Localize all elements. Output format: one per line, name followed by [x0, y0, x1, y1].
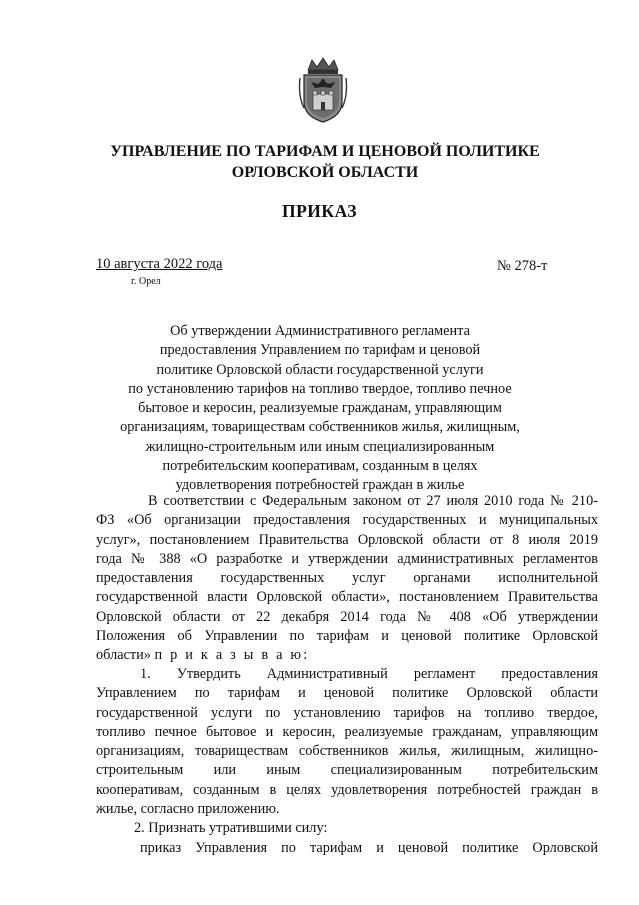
subject-line: политике Орловской области государственной услуги — [156, 361, 484, 378]
preamble-line: года № 388 «О разработке и утверждении административных регламентов — [96, 550, 598, 567]
item1-line: организациям, товариществам собственников жилья, жилищным, жилищно- — [96, 743, 598, 760]
preamble-line: Положения об Управлении по тарифам и ценовой политике Орловской — [96, 628, 598, 645]
item1-line: строительным или иным специализированным потребительским — [96, 762, 598, 779]
order-items — [96, 665, 598, 858]
preamble-line: области» — [96, 647, 151, 664]
subject-line: Об утверждении Административного регламента — [170, 323, 470, 339]
item2-line: 2. Признать утратившими силу: — [134, 820, 328, 837]
document-number: № 278-т — [497, 258, 548, 274]
subject-line: бытовое и керосин, реализуемые гражданам, управляющим — [138, 400, 502, 417]
subject-line: организациям, товариществам собственников жилья, жилищным, — [120, 419, 520, 436]
document-date: 10 августа 2022 года — [96, 256, 223, 272]
item1-line: 1. Утвердить Административный регламент предоставления — [140, 666, 598, 682]
item1-line: топливо печное бытовое и керосин, реализуемые гражданам, управляющим — [96, 723, 598, 740]
organization-title-line1: УПРАВЛЕНИЕ ПО ТАРИФАМ И ЦЕНОВОЙ ПОЛИТИКЕ — [110, 143, 540, 160]
item1-line: жилье, согласно приложению. — [96, 801, 280, 818]
subject-line: жилищно-строительным или иным специализированным — [145, 438, 495, 455]
preamble-paragraph — [96, 492, 598, 666]
item1-line: Управлением по тарифам и ценовой политике Орловской области — [96, 685, 598, 702]
decree-word: п р и к а з ы в а ю: — [154, 647, 310, 664]
preamble-line: Орловской области от 22 декабря 2014 года № 408 «Об утверждении — [96, 608, 598, 625]
subject-line: потребительским кооперативам, созданным в целях — [162, 458, 478, 475]
document-city: г. Орел — [131, 276, 161, 287]
preamble-line: В соответствии с Федеральным законом от 27 июля 2010 года № 210- — [148, 493, 598, 509]
preamble-line: предоставления государственных услуг органами исполнительной — [96, 570, 598, 587]
preamble-line: услуг», постановлением Правительства Орловской области от 8 июля 2019 — [96, 531, 598, 548]
subject-line: по установлению тарифов на топливо твердое, топливо печное — [128, 380, 512, 397]
preamble-last-line — [96, 646, 598, 665]
organization-title-line2: ОРЛОВСКОЙ ОБЛАСТИ — [231, 164, 419, 181]
document-type: ПРИКАЗ — [281, 201, 358, 221]
subject-line: предоставления Управлением по тарифам и ценовой — [159, 342, 481, 359]
organization-title — [60, 141, 590, 183]
preamble-line: государственной власти Орловской области», постановлением Правительства — [96, 589, 598, 606]
oryol-coat-of-arms-icon — [296, 56, 350, 124]
subject-line: удовлетворения потребностей граждан в жилье — [175, 477, 465, 494]
item2-sub-line: приказ Управления по тарифам и ценовой политике Орловской — [140, 839, 598, 856]
item1-line: государственной услуги по установлению тарифов на топливо твердое, — [96, 704, 598, 721]
document-subject — [100, 322, 540, 496]
preamble-line: ФЗ «Об организации предоставления государственных и муниципальных — [96, 512, 598, 529]
item1-line: кооперативам, созданным в целях удовлетворения потребностей граждан в — [96, 781, 598, 798]
